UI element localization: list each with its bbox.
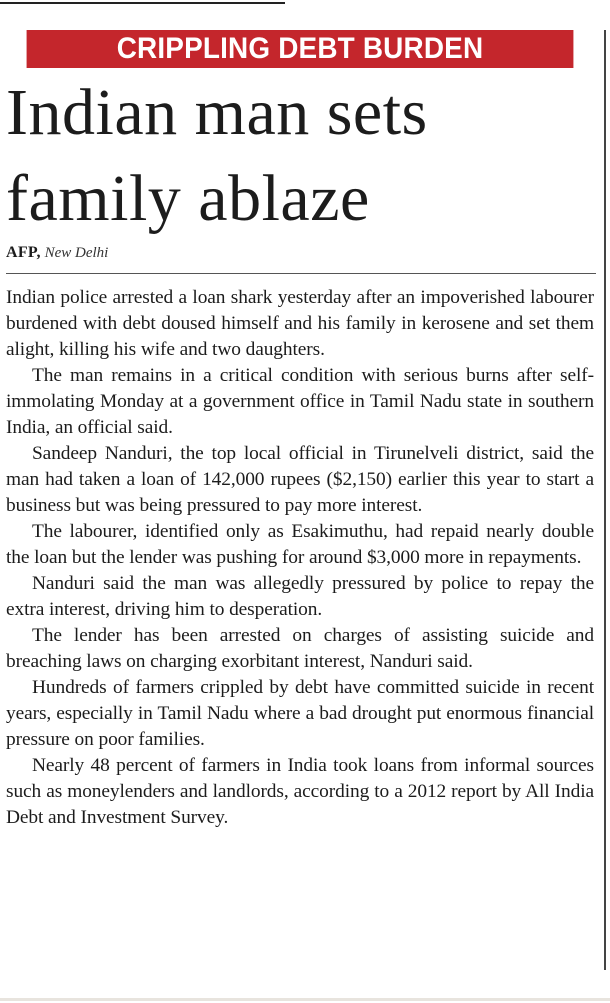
paragraph: Sandeep Nanduri, the top local official in Tirunelveli district, said the man had taken a loan of 142,000 rupees ($2,150) earlier this year to start a business but was being pressured to pay more interest. bbox=[6, 443, 594, 516]
article-body bbox=[6, 285, 594, 831]
byline-rule bbox=[6, 273, 596, 274]
bottom-rule bbox=[0, 998, 610, 1001]
headline-line-1: Indian man sets bbox=[6, 76, 428, 149]
paragraph: The lender has been arrested on charges of assisting suicide and breaching laws on charging exorbitant interest, Nanduri said. bbox=[6, 625, 594, 672]
paragraph: The man remains in a critical condition with serious burns after self-immolating Monday at a government office in Tamil Nadu state in southern India, an official said. bbox=[6, 365, 594, 438]
paragraph: Nanduri said the man was allegedly pressured by police to repay the extra interest, driving him to desperation. bbox=[6, 573, 594, 620]
paragraph: Nearly 48 percent of farmers in India took loans from informal sources such as moneylenders and landlords, according to a 2012 report by All India Debt and Investment Survey. bbox=[6, 755, 594, 828]
headline-line-2: family ablaze bbox=[6, 162, 370, 235]
paragraph: The labourer, identified only as Esakimuthu, had repaid nearly double the loan but the lender was pushing for around $3,000 more in repayments. bbox=[6, 521, 594, 568]
top-rule bbox=[0, 2, 285, 4]
column-divider bbox=[604, 30, 606, 970]
paragraph: Indian police arrested a loan shark yesterday after an impoverished labourer burdened with debt doused himself and his family in kerosene and set them alight, killing his wife and two daughters. bbox=[6, 287, 594, 360]
byline bbox=[6, 243, 108, 263]
byline-agency: AFP, bbox=[6, 244, 41, 261]
article-headline bbox=[6, 70, 596, 242]
byline-location: New Delhi bbox=[44, 245, 109, 261]
section-kicker: CRIPPLING DEBT BURDEN bbox=[27, 30, 574, 68]
paragraph: Hundreds of farmers crippled by debt have committed suicide in recent years, especially in Tamil Nadu where a bad drought put enormous financial pressure on poor families. bbox=[6, 677, 594, 750]
